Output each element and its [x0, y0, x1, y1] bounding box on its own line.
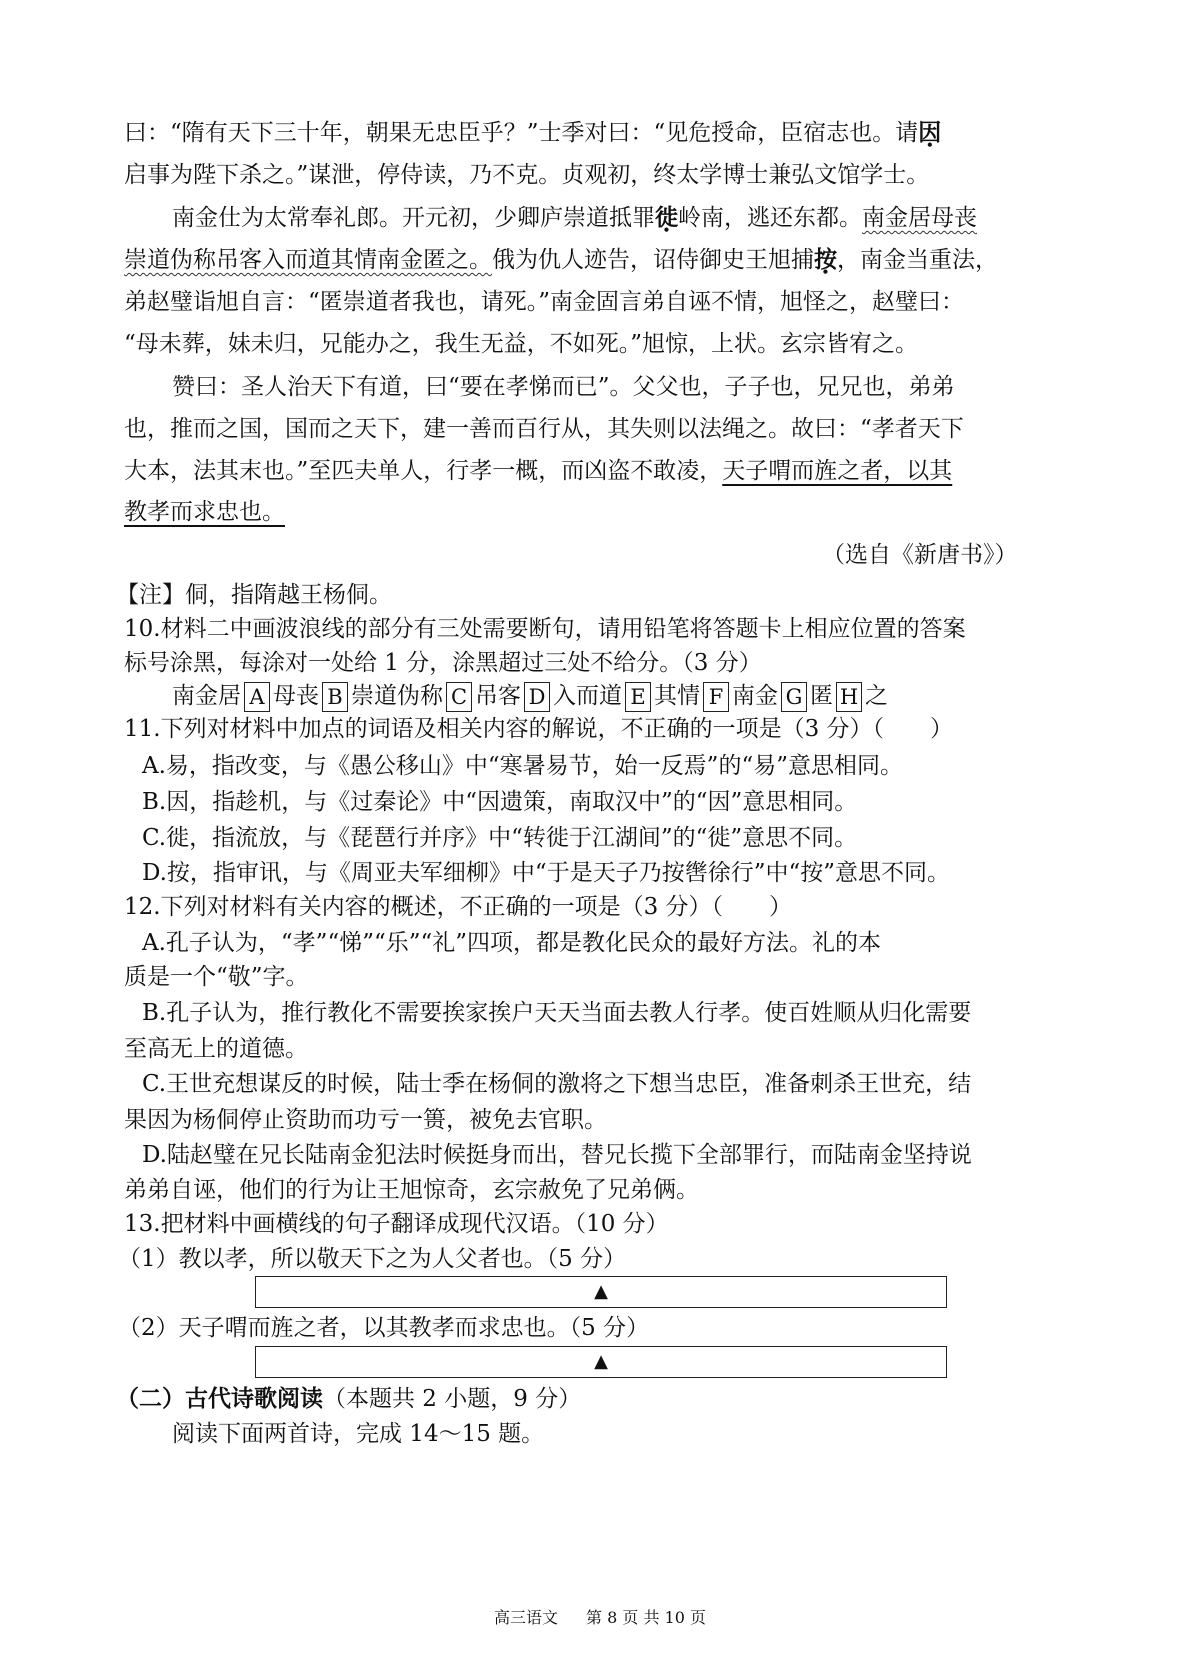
text-line: “母未葬，妹未归，兄能办之，我生无益，不如死。”旭惊，上状。玄宗皆宥之。 — [124, 331, 919, 357]
text-line: 质是一个“敬”字。 — [124, 964, 309, 990]
footer-subject: 高三语文 — [494, 1608, 559, 1627]
text-line: 标号涂黑，每涂对一处给 1 分，涂黑超过三处不给分。（3 分） — [124, 650, 762, 676]
option-c: C.徙，指流放，与《琵琶行并序》中“转徙于江湖间”的“徙”意思不同。 — [142, 825, 858, 851]
option-b: B.因，指趁机，与《过秦论》中“因遗策，南取汉中”的“因”意思相同。 — [142, 789, 858, 815]
break-box-h[interactable]: H — [836, 682, 862, 712]
option-d: D.陆赵璧在兄长陆南金犯法时候挺身而出，替兄长揽下全部罪行，而陆南金坚持说 — [142, 1142, 972, 1168]
break-box-f[interactable]: F — [703, 682, 729, 712]
break-box-g[interactable]: G — [781, 682, 807, 712]
question-10: 10.材料二中画波浪线的部分有三处需要断句，请用铅笔将答题卡上相应位置的答案 — [124, 616, 966, 642]
text-line: 南金仕为太常奉礼郎。开元初，少卿庐崇道抵罪徙岭南，逃还东都。南金居母丧 — [172, 204, 977, 231]
source-citation: （选自《新唐书》） — [822, 542, 1018, 568]
section-heading: （二）古代诗歌阅读（本题共 2 小题，9 分） — [116, 1386, 582, 1412]
page-footer — [0, 1605, 1200, 1628]
instruction: 阅读下面两首诗，完成 14～15 题。 — [172, 1421, 545, 1447]
text-line: 赞曰：圣人治天下有道，曰“要在孝悌而已”。父父也，子子也，兄兄也，弟弟 — [172, 374, 955, 400]
text-line: 果因为杨侗停止资助而功亏一篑，被免去官职。 — [124, 1107, 607, 1133]
wavy-segment: 崇道伪称吊客入而道其情南金匿之。 — [124, 247, 492, 273]
break-box-e[interactable]: E — [625, 682, 651, 712]
break-box-a[interactable]: A — [244, 682, 270, 712]
underlined-sentence: 教孝而求忠也。 — [124, 499, 285, 525]
answer-box-2[interactable] — [255, 1346, 947, 1378]
sentence-break-row: 南金居 A 母丧 B 崇道伪称 C 吊客 D 入而道 E 其情 F 南金 G 匿 H 之 — [172, 681, 888, 712]
question-12: 12.下列对材料有关内容的概述，不正确的一项是（3 分）（ ） — [124, 894, 793, 920]
text-line: 也，推而之国，国而之天下，建一善而百行从，其失则以法绳之。故曰：“孝者天下 — [124, 416, 964, 442]
option-c: C.王世充想谋反的时候，陆士季在杨侗的激将之下想当忠臣，准备刺杀王世充，结 — [142, 1071, 972, 1097]
underlined-sentence: 天子喟而旌之者，以其 — [722, 458, 953, 484]
option-a: A.易，指改变，与《愚公移山》中“寒暑易节，始一反焉”的“易”意思相同。 — [142, 753, 903, 779]
text-line: 弟弟自诬，他们的行为让王旭惊奇，玄宗赦免了兄弟俩。 — [124, 1177, 699, 1203]
answer-marker: ▲ — [594, 1351, 608, 1372]
text-line: 弟赵璧诣旭自言：“匿崇道者我也，请死。”南金固言弟自诬不情，旭怪之，赵璧曰： — [124, 289, 965, 315]
text-line: 至高无上的道德。 — [124, 1036, 308, 1062]
dotted-char-xi: 徙 — [655, 204, 678, 231]
answer-marker: ▲ — [594, 1281, 608, 1302]
text-line: 崇道伪称吊客入而道其情南金匿之。俄为仇人迹告，诏侍御史王旭捕按，南金当重法， — [124, 246, 998, 273]
text-line: 曰：“隋有天下三十年，朝果无忠臣乎？”士季对曰：“见危授命，臣宿志也。请因 — [124, 119, 942, 146]
option-b: B.孔子认为，推行教化不需要挨家挨户天天当面去教人行孝。使百姓顺从归化需要 — [142, 1000, 972, 1026]
wavy-segment: 南金居母丧 — [862, 205, 977, 231]
break-box-c[interactable]: C — [446, 682, 472, 712]
text-line: 大本，法其末也。”至匹夫单人，行孝一概，而凶盗不敢凌，天子喟而旌之者，以其 — [124, 458, 953, 484]
question-13-part-2: （2）天子喟而旌之者，以其教孝而求忠也。（5 分） — [118, 1315, 650, 1341]
question-13: 13.把材料中画横线的句子翻译成现代汉语。（10 分） — [124, 1211, 669, 1237]
footer-page-number: 第 8 页 共 10 页 — [586, 1608, 706, 1627]
dotted-char-an: 按 — [814, 246, 837, 273]
note: 【注】侗，指隋越王杨侗。 — [116, 582, 392, 608]
break-box-b[interactable]: B — [322, 682, 348, 712]
option-d: D.按，指审讯，与《周亚夫军细柳》中“于是天子乃按辔徐行”中“按”意思不同。 — [142, 860, 950, 886]
question-13-part-1: （1）教以孝，所以敬天下之为人父者也。（5 分） — [118, 1246, 627, 1272]
text-line — [124, 497, 285, 527]
option-a: A.孔子认为，“孝”“悌”“乐”“礼”四项，都是教化民众的最好方法。礼的本 — [142, 930, 881, 956]
break-box-d[interactable]: D — [524, 682, 550, 712]
answer-box-1[interactable] — [255, 1276, 947, 1308]
dotted-char-yin: 因 — [918, 119, 942, 146]
text-line: 启事为陛下杀之。”谋泄，停侍读，乃不克。贞观初，终太学博士兼弘文馆学士。 — [124, 162, 930, 188]
question-11: 11.下列对材料中加点的词语及相关内容的解说，不正确的一项是（3 分）（ ） — [124, 716, 954, 742]
